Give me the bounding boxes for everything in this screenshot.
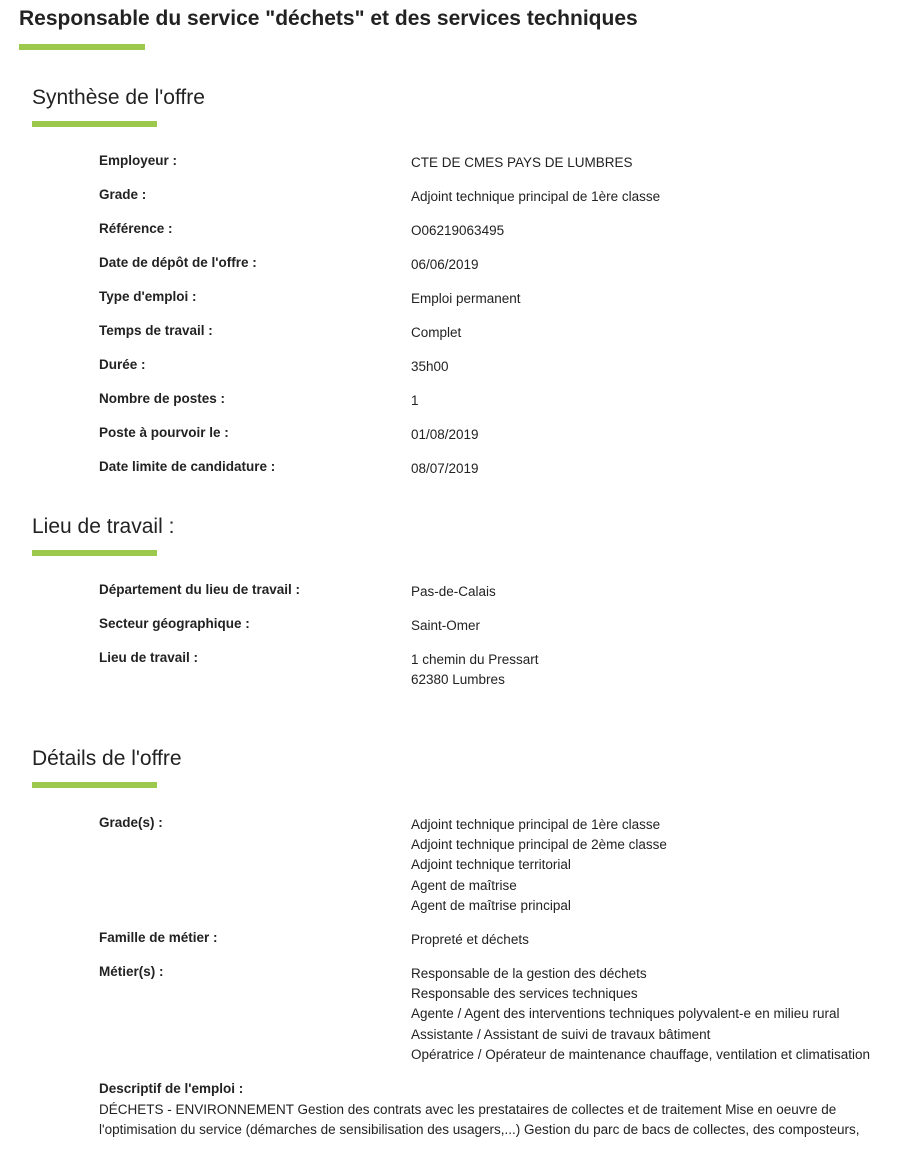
row-date-depot xyxy=(99,255,889,289)
field-value: Complet xyxy=(411,325,462,340)
field-label: Employeur : xyxy=(99,153,178,168)
row-metiers xyxy=(99,964,889,1079)
row-type-emploi xyxy=(99,289,889,323)
section-title-details: Détails de l'offre xyxy=(32,747,182,770)
descriptif-block xyxy=(99,1079,879,1141)
field-value: Emploi permanent xyxy=(411,291,521,306)
metier-line: Responsable de la gestion des déchets xyxy=(411,966,647,981)
grade-line: Agent de maîtrise xyxy=(411,877,517,893)
row-grades xyxy=(99,815,889,930)
section-accent-bar xyxy=(32,550,157,556)
section-accent-bar xyxy=(32,121,157,127)
field-value: Pas-de-Calais xyxy=(411,584,496,599)
section-title-lieu: Lieu de travail : xyxy=(32,515,175,538)
address-line: 1 chemin du Pressart xyxy=(411,652,539,667)
descriptif-line: DÉCHETS - ENVIRONNEMENT Gestion des contrats avec les prestataires de collectes et de traitement Mise en oeuvre de xyxy=(99,1101,837,1117)
section-title-synthese: Synthèse de l'offre xyxy=(32,86,205,109)
row-grade xyxy=(99,187,889,221)
synthese-list xyxy=(99,153,889,493)
grade-line: Agent de maîtrise principal xyxy=(411,897,571,913)
field-label: Nombre de postes : xyxy=(99,391,226,406)
address-value xyxy=(411,650,889,690)
row-date-limite xyxy=(99,459,889,493)
field-label: Type d'emploi : xyxy=(99,289,197,304)
field-label: Grade : xyxy=(99,187,147,202)
metier-line: Agente / Agent des interventions techniques polyvalent-e en milieu rural xyxy=(411,1006,840,1022)
field-label: Temps de travail : xyxy=(99,323,213,338)
field-label: Date de dépôt de l'offre : xyxy=(99,255,257,270)
details-list xyxy=(99,815,889,1079)
field-value: 35h00 xyxy=(411,359,449,374)
field-label: Département du lieu de travail : xyxy=(99,582,301,597)
field-value: 1 xyxy=(411,393,419,408)
row-employeur xyxy=(99,153,889,187)
row-famille xyxy=(99,930,889,964)
field-value: Propreté et déchets xyxy=(411,932,529,947)
row-reference xyxy=(99,221,889,255)
field-label: Durée : xyxy=(99,357,146,372)
field-label: Métier(s) : xyxy=(99,964,164,979)
row-lieu-travail xyxy=(99,650,889,710)
field-label: Famille de métier : xyxy=(99,930,218,945)
field-label: Référence : xyxy=(99,221,173,236)
field-label: Poste à pourvoir le : xyxy=(99,425,229,440)
grade-line: Adjoint technique principal de 2ème classe xyxy=(411,837,667,853)
field-value: Saint-Omer xyxy=(411,618,481,633)
field-value: Adjoint technique principal de 1ère classe xyxy=(411,189,661,204)
field-label: Date limite de candidature : xyxy=(99,459,276,474)
field-value: 01/08/2019 xyxy=(411,427,479,442)
metier-line: Opératrice / Opérateur de maintenance chauffage, ventilation et climatisation xyxy=(411,1046,871,1062)
field-value: 08/07/2019 xyxy=(411,461,479,476)
grade-line: Adjoint technique territorial xyxy=(411,857,571,873)
metier-line: Assistante / Assistant de suivi de travaux bâtiment xyxy=(411,1026,711,1042)
row-duree xyxy=(99,357,889,391)
field-value: 06/06/2019 xyxy=(411,257,479,272)
metiers-value xyxy=(411,964,889,1065)
address-line: 62380 Lumbres xyxy=(411,672,505,688)
row-temps-travail xyxy=(99,323,889,357)
field-label: Grade(s) : xyxy=(99,815,163,830)
row-departement xyxy=(99,582,889,616)
grades-value xyxy=(411,815,889,916)
lieu-list xyxy=(99,582,889,710)
row-poste-pourvoir xyxy=(99,425,889,459)
page-title: Responsable du service "déchets" et des services techniques xyxy=(19,7,638,30)
title-accent-bar xyxy=(19,44,145,50)
grade-line: Adjoint technique principal de 1ère classe xyxy=(411,817,661,832)
descriptif-line: l'optimisation du service (démarches de sensibilisation des usagers,...) Gestion du parc de bacs de collectes, des composteurs, xyxy=(99,1122,860,1137)
metier-line: Responsable des services techniques xyxy=(411,986,638,1002)
field-value: O06219063495 xyxy=(411,223,505,238)
field-label: Lieu de travail : xyxy=(99,650,199,665)
field-label: Secteur géographique : xyxy=(99,616,250,631)
section-accent-bar xyxy=(32,782,157,788)
row-nombre-postes xyxy=(99,391,889,425)
row-secteur xyxy=(99,616,889,650)
descriptif-label: Descriptif de l'emploi : xyxy=(99,1081,244,1096)
field-value: CTE DE CMES PAYS DE LUMBRES xyxy=(411,155,633,170)
